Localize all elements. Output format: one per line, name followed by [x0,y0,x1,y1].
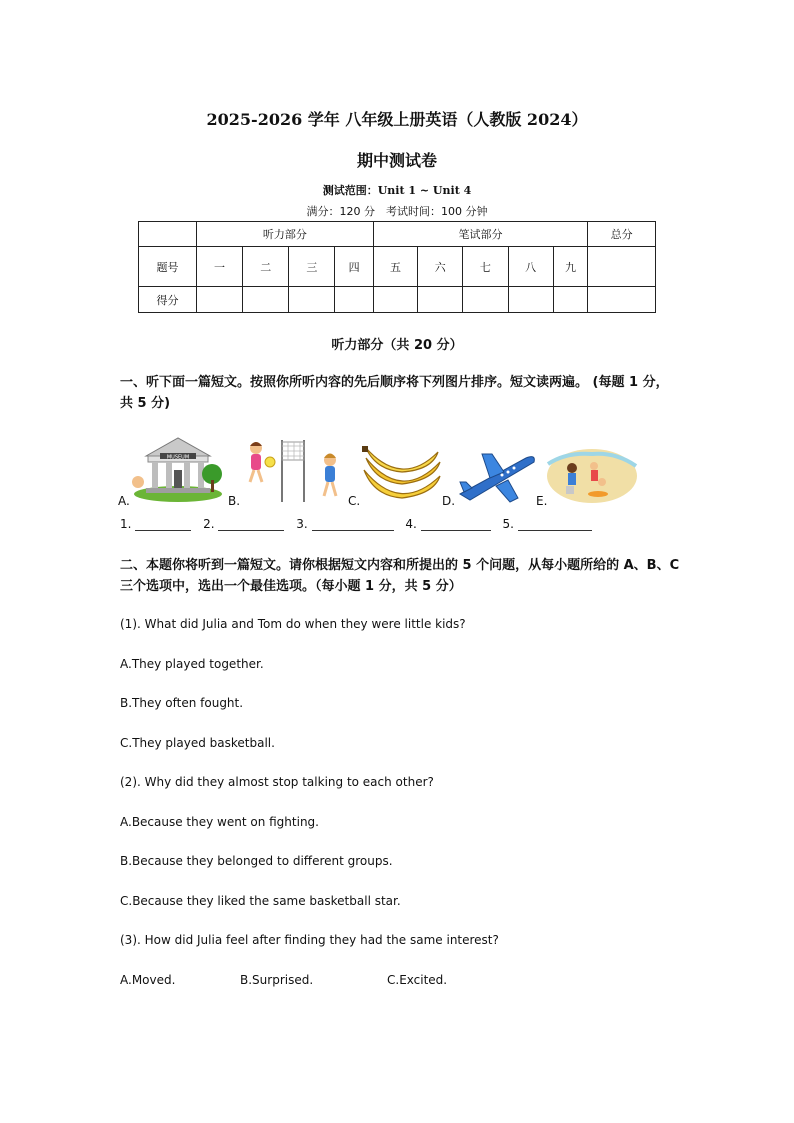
option-b[interactable]: B.They often fought. [120,696,244,710]
option-b[interactable]: B.Surprised. [240,973,314,987]
question-2-heading: 二、本题你将听到一篇短文。请你根据短文内容和所提出的 5 个问题，从每小题所给的 A、B、C 三个选项中，选出一个最佳选项。（每小题 1 分，共 5 分） [120,558,680,594]
number-cell: 八 [508,247,553,287]
volleyball-icon [240,436,350,506]
blank-label: 2. [203,517,215,531]
question-2-text: (2). Why did they almost stop talking to each other? [120,775,434,789]
pic-label-c: C. [348,494,361,508]
number-row-label: 题号 [139,247,197,287]
writing-group-header: 笔试部分 [373,222,587,247]
number-cell: 六 [418,247,463,287]
question-3-text: (3). How did Julia feel after finding they had the same interest? [120,933,499,947]
option-b[interactable]: B.Because they belonged to different groups. [120,854,393,868]
pic-label-a: A. [118,494,130,508]
museum-icon [132,434,224,504]
exam-subtitle: 期中测试卷 [356,151,437,170]
number-cell: 三 [289,247,335,287]
bananas-icon [362,444,442,508]
number-cell: 九 [553,247,587,287]
pic-label-b: B. [228,494,241,508]
corner-cell [139,222,197,247]
museum-sign: MUSEUM [166,454,190,461]
listening-group-header: 听力部分 [196,222,373,247]
question-1-text: (1). What did Julia and Tom do when they were little kids? [120,617,466,631]
option-a[interactable]: A.Because they went on fighting. [120,815,319,829]
blank-label: 4. [405,517,417,531]
answer-blank-5[interactable] [518,518,592,531]
option-a[interactable]: A.They played together. [120,657,264,671]
question-1-heading: 一、听下面一篇短文。按照你所听内容的先后顺序将下列图片排序。短文读两遍。 (每题 1 分，共 5 分) [120,375,669,411]
airplane-icon [456,448,538,504]
score-cell[interactable] [243,287,289,313]
score-cell[interactable] [508,287,553,313]
beach-icon [546,444,638,504]
test-range: 测试范围：Unit 1 ~ Unit 4 [322,184,472,197]
number-cell: 一 [196,247,242,287]
score-cell[interactable] [373,287,417,313]
question-3-options [120,973,520,989]
score-cell[interactable] [553,287,587,313]
blank-label: 5. [502,517,514,531]
exam-title: 2025-2026 学年 八年级上册英语（人教版 2024） [206,110,588,129]
total-cell [588,247,656,287]
number-cell: 二 [243,247,289,287]
score-cell[interactable] [463,287,508,313]
option-a[interactable]: A.Moved. [120,973,176,987]
score-table [138,221,656,313]
score-cell[interactable] [196,287,242,313]
score-row-label: 得分 [139,287,197,313]
answer-blank-4[interactable] [421,518,491,531]
number-cell: 四 [335,247,373,287]
option-c[interactable]: C.Because they liked the same basketball star. [120,894,401,908]
total-header: 总分 [588,222,656,247]
pic-label-e: E. [536,494,548,508]
answer-blank-3[interactable] [312,518,394,531]
answer-blank-2[interactable] [218,518,284,531]
blank-label: 3. [296,517,308,531]
listening-section-title: 听力部分（共 20 分） [331,338,463,353]
score-cell[interactable] [335,287,373,313]
number-cell: 七 [463,247,508,287]
blank-label: 1. [120,517,132,531]
answer-blank-1[interactable] [135,518,191,531]
score-cell[interactable] [588,287,656,313]
answer-blanks [120,517,600,531]
pic-label-d: D. [442,494,456,508]
picture-row [118,434,658,512]
option-c[interactable]: C.Excited. [387,973,448,987]
option-c[interactable]: C.They played basketball. [120,736,275,750]
score-cell[interactable] [418,287,463,313]
number-cell: 五 [373,247,417,287]
exam-meta: 满分：120 分 考试时间：100 分钟 [306,205,488,218]
score-cell[interactable] [289,287,335,313]
